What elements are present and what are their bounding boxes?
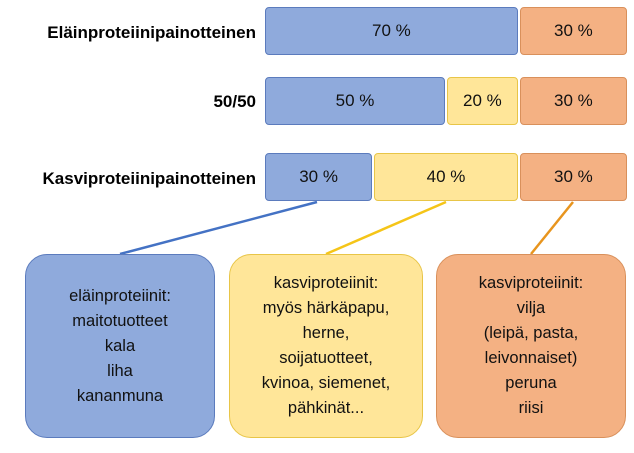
info-box-line: eläinproteiinit: — [69, 286, 171, 305]
info-box-line: vilja — [516, 299, 546, 317]
info-box-orange — [436, 254, 626, 438]
info-box-line: (leipä, pasta, — [483, 324, 579, 342]
info-box-line: kasviproteiinit: — [478, 274, 584, 292]
info-box-line: myös härkäpapu, — [262, 299, 390, 317]
bar-segment-0-0: 70 % — [265, 7, 518, 55]
row-label-plant: Kasviproteiinipainotteinen — [42, 169, 256, 188]
info-box-line: liha — [107, 361, 133, 380]
row-label-fifty-fifty: 50/50 — [213, 92, 256, 111]
info-box-line: kasviproteiinit: — [273, 274, 379, 292]
info-box-line: soijatuotteet, — [279, 349, 373, 367]
info-box-line: leivonnaiset) — [484, 349, 578, 367]
row-label-animal: Eläinproteiinipainotteinen — [47, 23, 256, 42]
connector-yellow — [326, 202, 446, 254]
bar-segment-2-1: 40 % — [374, 153, 518, 201]
bar-segment-0-1: 30 % — [520, 7, 627, 55]
info-box-blue — [25, 254, 215, 438]
info-box-line: pähkinät... — [287, 399, 365, 417]
info-box-line: kananmuna — [76, 386, 164, 405]
info-box-line: kala — [104, 336, 136, 355]
info-box-line: riisi — [518, 399, 544, 417]
bar-segment-2-2: 30 % — [520, 153, 627, 201]
bar-segment-1-0: 50 % — [265, 77, 445, 125]
bar-segment-1-1: 20 % — [447, 77, 518, 125]
connector-orange — [531, 202, 573, 254]
info-box-yellow — [229, 254, 423, 438]
info-box-line: maitotuotteet — [72, 311, 168, 330]
info-box-line: kvinoa, siemenet, — [261, 374, 391, 392]
info-box-line: peruna — [505, 374, 557, 392]
bar-segment-1-2: 30 % — [520, 77, 627, 125]
connector-blue — [120, 202, 317, 254]
bar-segment-2-0: 30 % — [265, 153, 372, 201]
info-box-line: herne, — [302, 324, 350, 342]
